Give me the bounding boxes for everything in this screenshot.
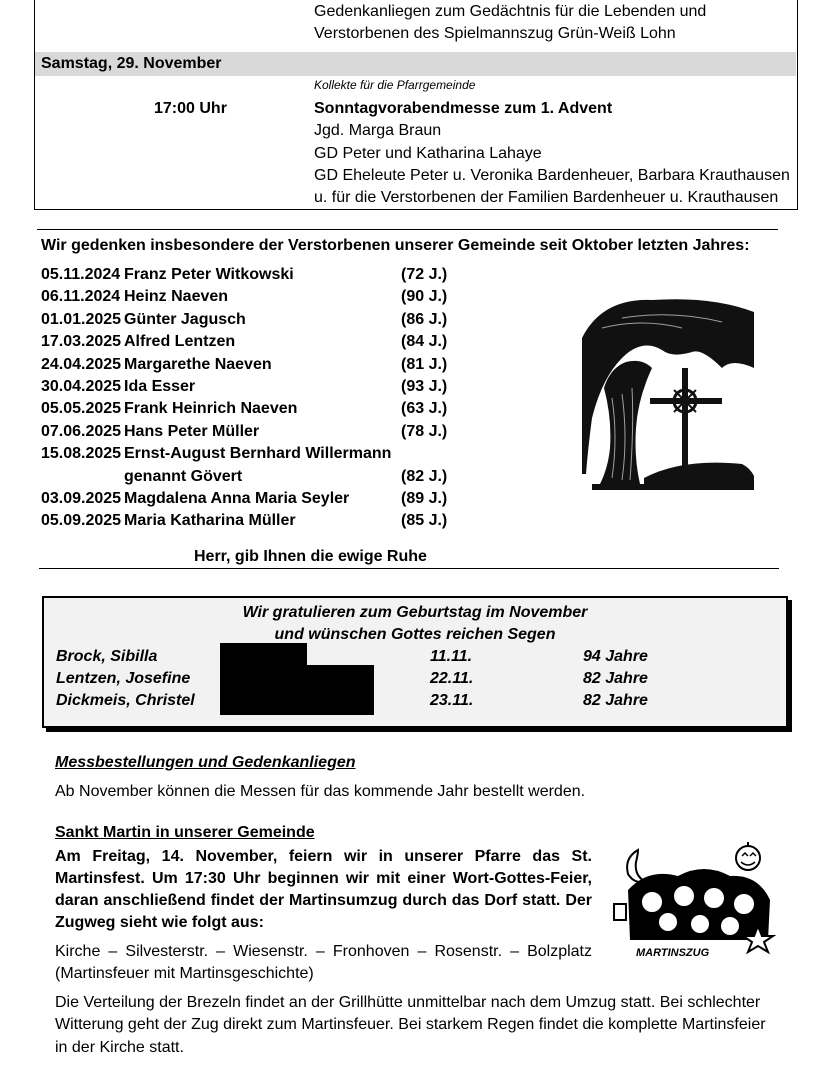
memorial-name: Magdalena Anna Maria Seyler (124, 490, 350, 507)
day-header: Samstag, 29. November (41, 55, 222, 72)
memorial-closing: Herr, gib Ihnen die ewige Ruhe (194, 548, 427, 565)
mass-title: Sonntagvorabendmesse zum 1. Advent (314, 100, 613, 117)
memorial-name: Maria Katharina Müller (124, 512, 296, 530)
tree-icon (582, 299, 754, 490)
memorial-entry (41, 510, 461, 532)
birthday-date: 23.11. (430, 692, 474, 709)
memorial-name: Ida Esser (124, 378, 196, 395)
martin-info-line-2: Witterung geht der Zug direkt zum Martinsfeuer. Bei starkem Regen findet die komplette Martinsfeier (55, 1016, 766, 1033)
memorial-age: (90 J.) (401, 288, 448, 306)
memorial-date: 06.11.2024 (41, 288, 121, 306)
memorial-entry (41, 466, 461, 488)
memorial-name: Alfred Lentzen (124, 333, 236, 351)
martinszug-caption: MARTINSZUG (636, 947, 710, 959)
martin-route-line-1: Kirche – Silvesterstr. – Wiesenstr. – Fronhoven – Rosenstr. – Bolzplatz (55, 943, 592, 960)
martin-info-line-1: Die Verteilung der Brezeln findet an der Grillhütte unmittelbar nach dem Umzug statt. Bei schlechter (55, 994, 761, 1011)
martin-route-line-2: (Martinsfeuer mit Martinsgeschichte) (55, 965, 314, 982)
memorial-date: 01.01.2025 (41, 310, 122, 328)
memorial-entry (41, 309, 461, 331)
mass-orders-text: Ab November können die Messen für das kommende Jahr bestellt werden. (55, 783, 586, 800)
memorial-age: (93 J.) (401, 378, 448, 395)
memorial-age: (84 J.) (401, 333, 448, 351)
birthday-age: 82 Jahre (583, 692, 648, 709)
cross-icon (650, 368, 722, 474)
martin-heading: Sankt Martin in unserer Gemeinde (55, 824, 315, 841)
memorial-name: genannt Gövert (124, 467, 243, 485)
redaction-block (220, 665, 374, 715)
martin-bold-line-4: Zugweg sieht wie folgt aus: (55, 914, 264, 931)
memorial-date: 15.08.2025 (41, 445, 122, 463)
lantern-icon (614, 904, 626, 920)
memorial-date: 17.03.2025 (41, 333, 122, 351)
mass-line-1: Jgd. Marga Braun (314, 122, 442, 139)
memorial-name: Heinz Naeven (124, 288, 229, 306)
memorial-name: Ernst-August Bernhard Willermann (124, 445, 392, 463)
memorial-name: Margarethe Naeven (124, 355, 272, 373)
martin-bold-line-3: daran anschließend findet der Martinsumzug durch das Dorf statt. Der (55, 892, 592, 909)
memorial-name: Franz Peter Witkowski (124, 266, 294, 283)
memorial-entry (41, 354, 461, 376)
mass-orders-heading: Messbestellungen und Gedenkanliegen (55, 754, 356, 771)
birthday-name: Lentzen, Josefine (56, 670, 191, 687)
memorial-entry (41, 264, 461, 286)
martin-bold-paragraph (55, 846, 592, 934)
schedule-prev-line-1: Gedenkanliegen zum Gedächtnis für die Lebenden und (314, 3, 707, 20)
pumpkin-lantern-icon (736, 842, 760, 870)
birthday-name: Brock, Sibilla (56, 648, 158, 665)
memorial-age: (63 J.) (401, 400, 448, 418)
memorial-name: Günter Jagusch (124, 310, 246, 328)
moon-icon (627, 850, 646, 882)
memorial-date: 05.09.2025 (41, 512, 122, 530)
memorial-entry (41, 331, 461, 353)
schedule-prev-line-2: Verstorbenen des Spielmannszug Grün-Weiß Lohn (314, 25, 676, 42)
birthday-heading-1: Wir gratulieren zum Geburtstag im November (242, 604, 588, 621)
martin-info-line-3: in der Kirche statt. (55, 1039, 184, 1056)
birthday-date: 22.11. (430, 670, 474, 687)
memorial-heading: Wir gedenken insbesondere der Verstorbenen unserer Gemeinde seit Oktober letzten Jahres: (41, 237, 750, 254)
mass-line-2: GD Peter und Katharina Lahaye (314, 145, 542, 162)
birthday-age: 94 Jahre (583, 648, 648, 665)
memorial-age: (81 J.) (401, 355, 448, 373)
memorial-entry (41, 286, 461, 308)
collection-note: Kollekte für die Pfarrgemeinde (314, 78, 476, 92)
tree-cross-illustration (582, 298, 754, 494)
memorial-date: 30.04.2025 (41, 378, 122, 395)
memorial-entry (41, 488, 461, 510)
children-group-icon (628, 869, 770, 940)
memorial-bottom-rule (39, 568, 779, 569)
memorial-top-rule (37, 229, 778, 230)
memorial-age: (82 J.) (401, 467, 448, 485)
martin-bold-line-1: Am Freitag, 14. November, feiern wir in unserer Pfarre das St. (55, 848, 592, 865)
memorial-age: (85 J.) (401, 512, 448, 530)
memorial-age: (78 J.) (401, 422, 448, 440)
memorial-date: 07.06.2025 (41, 422, 122, 440)
memorial-entry (41, 398, 461, 420)
memorial-age: (86 J.) (401, 310, 448, 328)
memorial-age: (72 J.) (401, 266, 448, 283)
memorial-date: 05.11.2024 (41, 266, 121, 283)
birthday-heading-2: und wünschen Gottes reichen Segen (274, 626, 556, 643)
memorial-date: 05.05.2025 (41, 400, 122, 418)
martinszug-illustration (608, 840, 780, 962)
memorial-date: 03.09.2025 (41, 490, 122, 507)
mass-time: 17:00 Uhr (154, 100, 227, 117)
memorial-date: 24.04.2025 (41, 355, 122, 373)
martin-bold-line-2: Martinsfest. Um 17:30 Uhr beginnen wir mit einer Wort-Gottes-Feier, (55, 870, 592, 887)
birthday-name: Dickmeis, Christel (56, 692, 195, 709)
mass-line-4: u. für die Verstorbenen der Familien Bardenheuer u. Krauthausen (314, 189, 779, 206)
birthday-date: 11.11. (430, 648, 473, 665)
memorial-name: Frank Heinrich Naeven (124, 400, 298, 418)
birthday-age: 82 Jahre (583, 670, 648, 687)
memorial-entry (41, 443, 461, 465)
memorial-entry (41, 421, 461, 443)
memorial-entry (41, 376, 461, 398)
memorial-age: (89 J.) (401, 490, 448, 507)
mass-line-3: GD Eheleute Peter u. Veronika Bardenheuer, Barbara Krauthausen (314, 167, 790, 184)
redaction-block (220, 643, 307, 667)
memorial-name: Hans Peter Müller (124, 422, 260, 440)
